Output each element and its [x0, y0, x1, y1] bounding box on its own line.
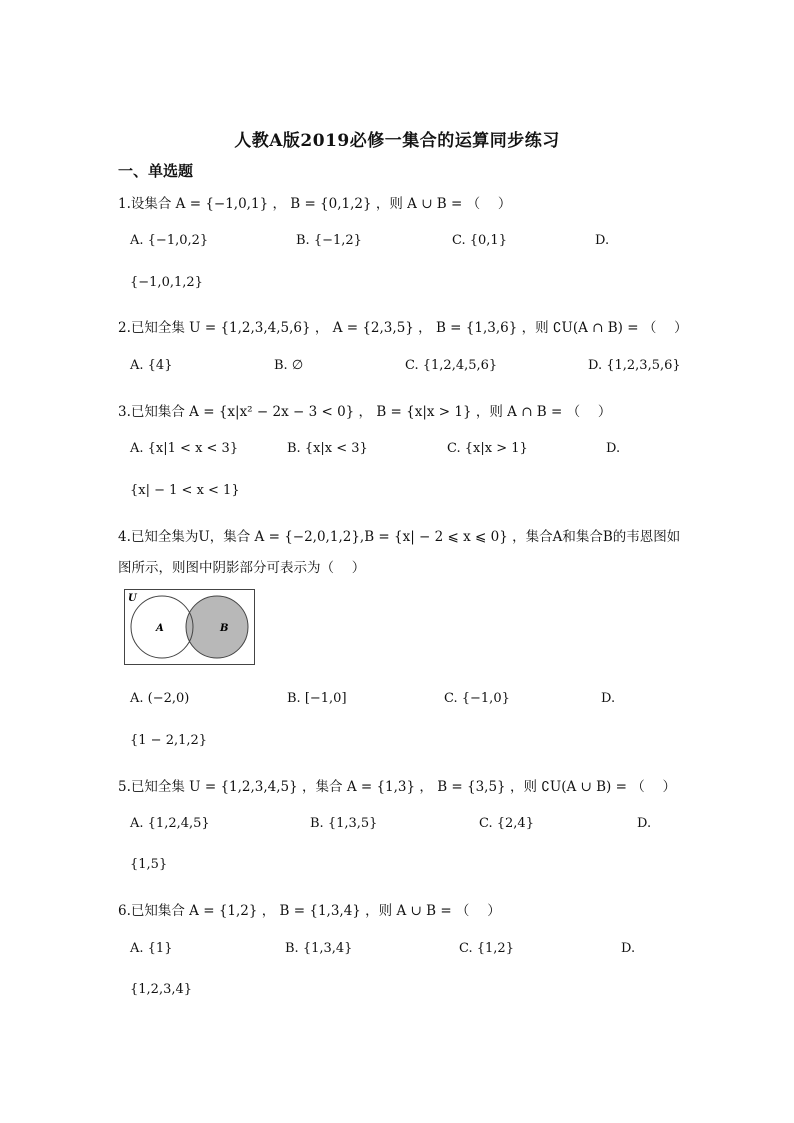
document-title: 人教A版2019必修一集合的运算同步练习 — [234, 131, 560, 151]
question-4-stem: 4.已知全集为U，集合 A = {−2,0,1,2},B = {x| − 2 ⩽ x ⩽ 0} ，集合A和集合B的韦恩图如 — [118, 529, 681, 545]
question-6-option-a: A. {1} — [130, 941, 173, 956]
section-heading: 一、单选题 — [118, 162, 194, 180]
venn-label-b: B — [220, 623, 229, 634]
question-1-option-b: B. {−1,2} — [296, 233, 362, 248]
question-5-option-a: A. {1,2,4,5} — [130, 816, 210, 831]
question-3-option-b: B. {x|x < 3} — [287, 441, 368, 456]
question-2-option-b: B. ∅ — [274, 358, 304, 373]
question-3-option-d-value: {x| − 1 < x < 1} — [130, 483, 240, 498]
question-2-stem: 2.已知全集 U = {1,2,3,4,5,6} ， A = {2,3,5} ， B = {1,3,6} ，则 ∁U(A ∩ B) = （ ） — [118, 320, 688, 336]
question-4-option-a: A. (−2,0) — [130, 691, 190, 706]
question-3-stem: 3.已知集合 A = {x|x² − 2x − 3 < 0} ， B = {x|x > 1} ，则 A ∩ B = （ ） — [118, 404, 612, 420]
question-2-option-a: A. {4} — [130, 358, 173, 373]
question-3-option-a: A. {x|1 < x < 3} — [130, 441, 239, 456]
question-3-option-c: C. {x|x > 1} — [447, 441, 528, 456]
question-4-option-b: B. [−1,0] — [287, 691, 347, 706]
question-5-stem: 5.已知全集 U = {1,2,3,4,5} ，集合 A = {1,3} ， B = {3,5} ，则 ∁U(A ∪ B) = （ ） — [118, 779, 676, 795]
question-4-option-c: C. {−1,0} — [444, 691, 510, 706]
question-1-option-d-value: {−1,0,1,2} — [130, 275, 203, 290]
question-4-option-d: D. — [601, 691, 616, 706]
question-5-option-d: D. — [637, 816, 652, 831]
question-3-option-d: D. — [606, 441, 621, 456]
question-6-option-d: D. — [621, 941, 636, 956]
question-2-option-c: C. {1,2,4,5,6} — [405, 358, 498, 373]
question-6-option-d-value: {1,2,3,4} — [130, 982, 193, 997]
venn-label-a: A — [156, 623, 164, 634]
question-6-option-c: C. {1,2} — [459, 941, 514, 956]
question-1-option-c: C. {0,1} — [452, 233, 507, 248]
venn-diagram — [124, 589, 255, 665]
question-1-stem: 1.设集合 A = {−1,0,1} ， B = {0,1,2} ，则 A ∪ B = （ ） — [118, 196, 512, 212]
question-6-stem: 6.已知集合 A = {1,2} ， B = {1,3,4} ，则 A ∪ B = （ ） — [118, 903, 501, 919]
question-5-option-d-value: {1,5} — [130, 857, 168, 872]
venn-set-b-circle — [186, 596, 248, 658]
question-6-option-b: B. {1,3,4} — [285, 941, 353, 956]
question-4-stem-line2: 图所示，则图中阴影部分可表示为（ ） — [118, 560, 366, 576]
question-5-option-b: B. {1,3,5} — [310, 816, 378, 831]
question-2-option-d: D. {1,2,3,5,6} — [588, 358, 681, 373]
question-5-option-c: C. {2,4} — [479, 816, 534, 831]
venn-label-u: U — [128, 593, 137, 604]
question-1-option-a: A. {−1,0,2} — [130, 233, 209, 248]
question-1-option-d: D. — [595, 233, 610, 248]
question-4-option-d-value: {1 − 2,1,2} — [130, 733, 208, 748]
